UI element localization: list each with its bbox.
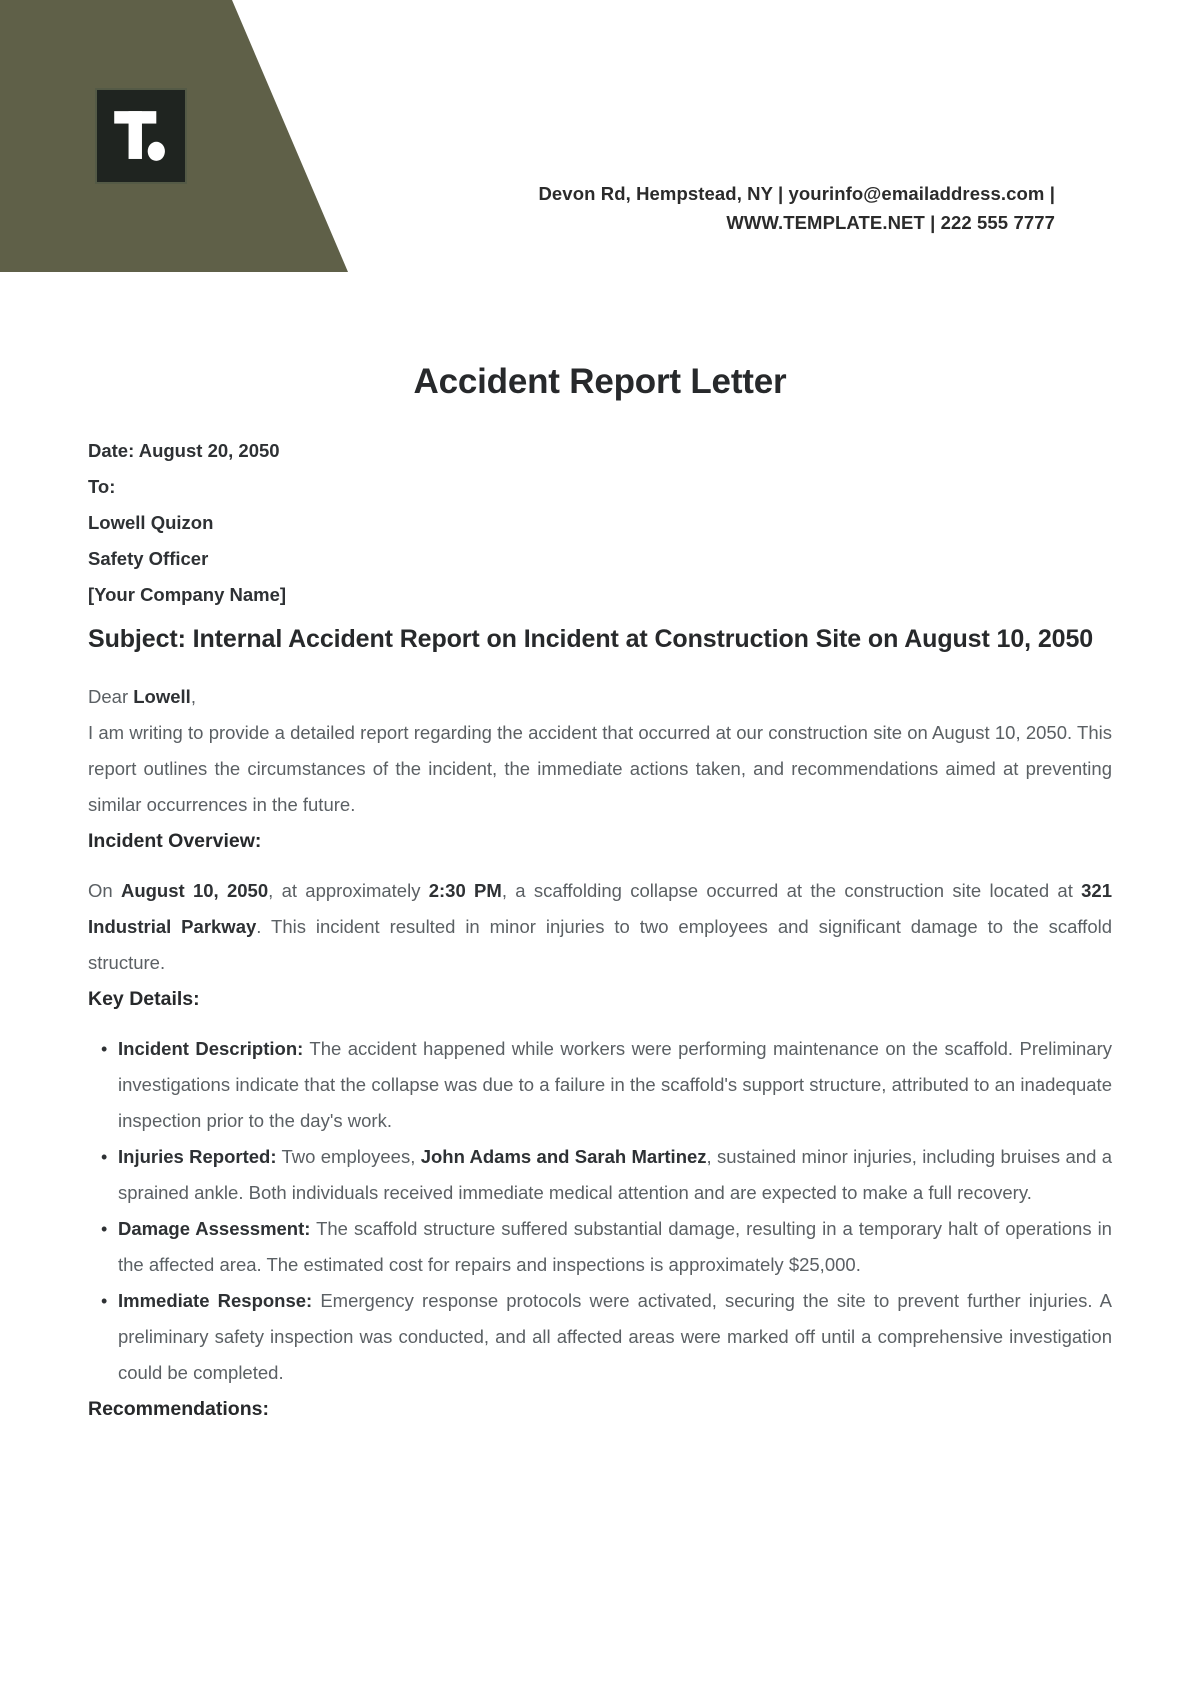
incident-overview-heading: Incident Overview: xyxy=(88,830,262,852)
overview-text-4: . This incident resulted in minor injuries to two employees and significant damage to the scaffold structure. xyxy=(88,916,1113,973)
template-t-logo-icon xyxy=(97,90,185,182)
letter-body xyxy=(0,300,1200,1427)
detail-text-before: Two employees, xyxy=(276,1146,421,1167)
recommendations-heading: Recommendations: xyxy=(88,1398,269,1420)
detail-label: Injuries Reported: xyxy=(118,1146,277,1167)
to-label: To: xyxy=(88,476,116,497)
recipient-name: Lowell Quizon xyxy=(88,512,214,533)
detail-text: The accident happened while workers were performing maintenance on the scaffold. Preliminary investigations indicate that the collapse was due to a failure in the scaffold's support structure, attributed to an inadequate inspection prior to the day's work. xyxy=(118,1038,1113,1131)
contact-address-email: Devon Rd, Hempstead, NY | yourinfo@emailaddress.com | xyxy=(538,183,1055,204)
overview-text-3: , a scaffolding collapse occurred at the construction site located at xyxy=(501,880,1082,901)
detail-label: Immediate Response: xyxy=(118,1290,313,1311)
subject-line: Subject: Internal Accident Report on Incident at Construction Site on August 10, 2050 xyxy=(88,625,1094,653)
detail-text-after: , sustained minor injuries, including bruises and a sprained ankle. Both individuals received immediate medical attention and are expected to make a full recovery. xyxy=(118,1146,1112,1203)
key-details-list xyxy=(88,1031,1112,1391)
contact-info xyxy=(355,180,1055,237)
detail-label: Incident Description: xyxy=(118,1038,304,1059)
intro-paragraph: I am writing to provide a detailed report regarding the accident that occurred at our construction site on August 10, 2050. This report outlines the circumstances of the incident, the immediate actions taken, and recommendations aimed at preventing similar occurrences in the future. xyxy=(88,722,1112,815)
overview-time: 2:30 PM xyxy=(428,880,502,901)
spacer xyxy=(88,859,1112,873)
overview-date: August 10, 2050 xyxy=(120,880,269,901)
detail-label: Damage Assessment: xyxy=(118,1218,311,1239)
company-logo xyxy=(95,88,187,184)
salutation-prefix: Dear xyxy=(88,686,134,707)
salutation xyxy=(88,679,1112,715)
contact-website-phone: WWW.TEMPLATE.NET | 222 555 7777 xyxy=(726,211,1055,233)
letterhead-header xyxy=(0,0,1200,300)
detail-text: Emergency response protocols were activated, securing the site to prevent further injuries. A preliminary safety inspection was conducted, and all affected areas were marked off until a comprehensive investigation could be completed. xyxy=(118,1290,1112,1383)
list-item xyxy=(118,1211,1112,1283)
list-item xyxy=(118,1031,1112,1139)
detail-text: The scaffold structure suffered substantial damage, resulting in a temporary halt of operations in the affected area. The estimated cost for repairs and inspections is approximately $25,000. xyxy=(118,1218,1112,1275)
salutation-suffix: , xyxy=(190,686,196,707)
recipient-block xyxy=(88,433,1112,613)
list-item xyxy=(118,1283,1112,1391)
letter-date: Date: August 20, 2050 xyxy=(88,440,280,461)
incident-overview-paragraph xyxy=(88,873,1112,981)
olive-banner-shape xyxy=(0,0,400,272)
overview-location: 321 Industrial Parkway xyxy=(88,880,1112,937)
recipient-title: Safety Officer xyxy=(88,548,209,569)
overview-text-2: , at approximately xyxy=(268,880,429,901)
detail-injured-names: John Adams and Sarah Martinez xyxy=(420,1146,707,1167)
salutation-name: Lowell xyxy=(133,686,191,707)
list-item xyxy=(118,1139,1112,1211)
recipient-company: [Your Company Name] xyxy=(88,584,287,605)
overview-text-1: On xyxy=(88,880,121,901)
page-title: Accident Report Letter xyxy=(413,362,787,401)
key-details-heading: Key Details: xyxy=(88,988,200,1010)
